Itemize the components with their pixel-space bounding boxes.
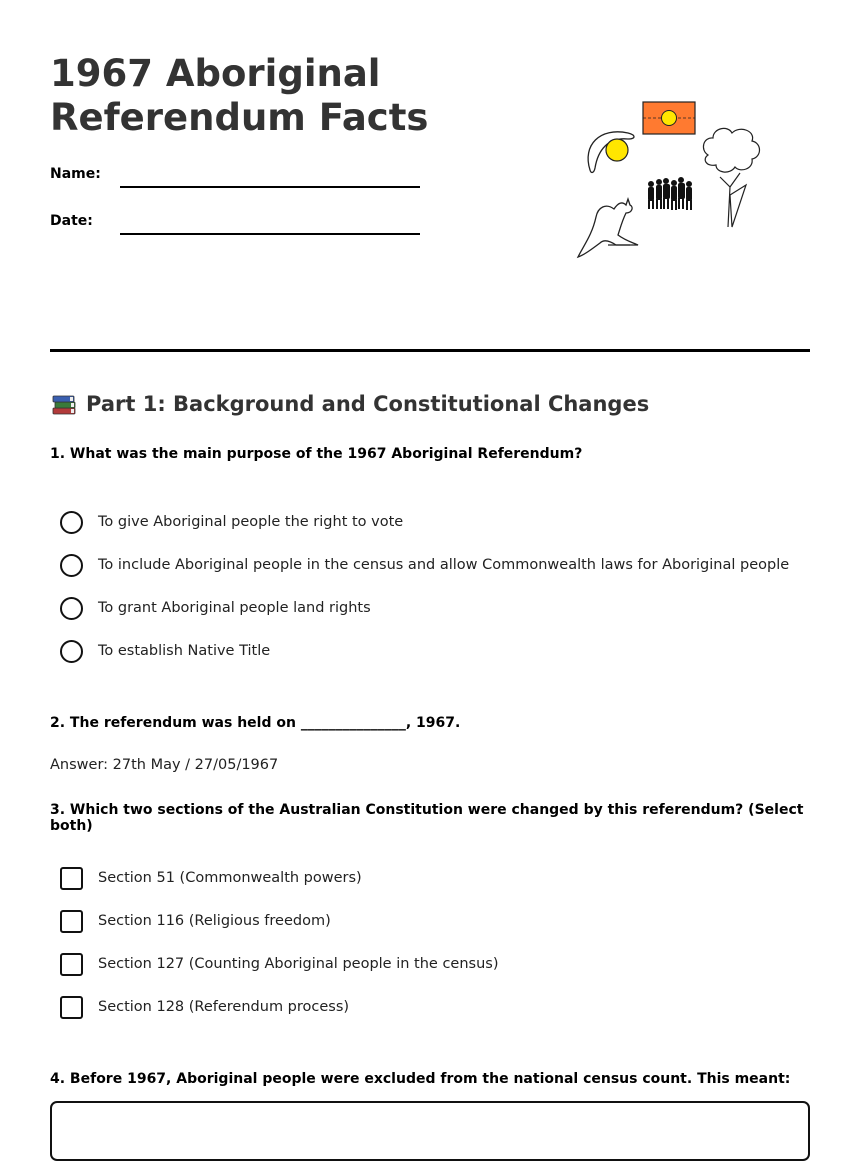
checkbox[interactable] xyxy=(60,910,83,933)
title-line-1: 1967 Aboriginal xyxy=(50,52,381,95)
books-icon xyxy=(50,390,78,418)
question-1-text: 1. What was the main purpose of the 1967 Aboriginal Referendum? xyxy=(50,446,583,462)
option-label: To grant Aboriginal people land rights xyxy=(98,600,371,616)
date-label: Date: xyxy=(50,213,93,229)
date-field-row xyxy=(50,213,430,243)
q1-option-2[interactable] xyxy=(60,552,789,578)
option-label: Section 127 (Counting Aboriginal people in the census) xyxy=(98,956,499,972)
checkbox[interactable] xyxy=(60,867,83,890)
q3-option-3[interactable] xyxy=(60,951,498,977)
title-line-2: Referendum Facts xyxy=(50,96,429,139)
q1-option-3[interactable] xyxy=(60,595,371,621)
date-field[interactable] xyxy=(120,233,420,235)
radio-button[interactable] xyxy=(60,511,83,534)
name-field[interactable] xyxy=(120,186,420,188)
tree-icon xyxy=(703,128,759,227)
question-4-text: 4. Before 1967, Aboriginal people were excluded from the national census count. This meant: xyxy=(50,1071,791,1087)
question-2-text: 2. The referendum was held on _______________, 1967. xyxy=(50,715,461,731)
question-3-text: 3. Which two sections of the Australian Constitution were changed by this referendum? (Select both) xyxy=(50,802,804,834)
option-label: Section 116 (Religious freedom) xyxy=(98,913,331,929)
aboriginal-flag-icon xyxy=(643,102,695,134)
q1-option-1[interactable] xyxy=(60,509,403,535)
checkbox[interactable] xyxy=(60,996,83,1019)
q3-option-2[interactable] xyxy=(60,908,331,934)
option-label: To establish Native Title xyxy=(98,643,271,659)
q1-option-4[interactable] xyxy=(60,638,270,664)
section-divider xyxy=(50,349,810,352)
page-title xyxy=(50,52,510,140)
option-label: Section 128 (Referendum process) xyxy=(98,999,350,1015)
q3-option-4[interactable] xyxy=(60,994,349,1020)
name-field-row xyxy=(50,166,430,196)
section-title: Part 1: Background and Constitutional Changes xyxy=(86,392,650,416)
people-silhouettes-icon xyxy=(648,177,692,210)
option-label: Section 51 (Commonwealth powers) xyxy=(98,870,362,886)
referendum-illustration xyxy=(570,95,770,265)
option-label: To give Aboriginal people the right to vote xyxy=(98,514,404,530)
question-4-answer-field[interactable] xyxy=(50,1101,810,1161)
radio-button[interactable] xyxy=(60,640,83,663)
radio-button[interactable] xyxy=(60,554,83,577)
checkbox[interactable] xyxy=(60,953,83,976)
section-heading-part-1 xyxy=(50,390,649,418)
question-2-answer: Answer: 27th May / 27/05/1967 xyxy=(50,757,279,773)
radio-button[interactable] xyxy=(60,597,83,620)
kangaroo-icon xyxy=(578,199,638,257)
option-label: To include Aboriginal people in the census and allow Commonwealth laws for Aboriginal people xyxy=(98,557,790,573)
name-label: Name: xyxy=(50,166,101,182)
sun-icon xyxy=(588,132,634,173)
q3-option-1[interactable] xyxy=(60,865,362,891)
